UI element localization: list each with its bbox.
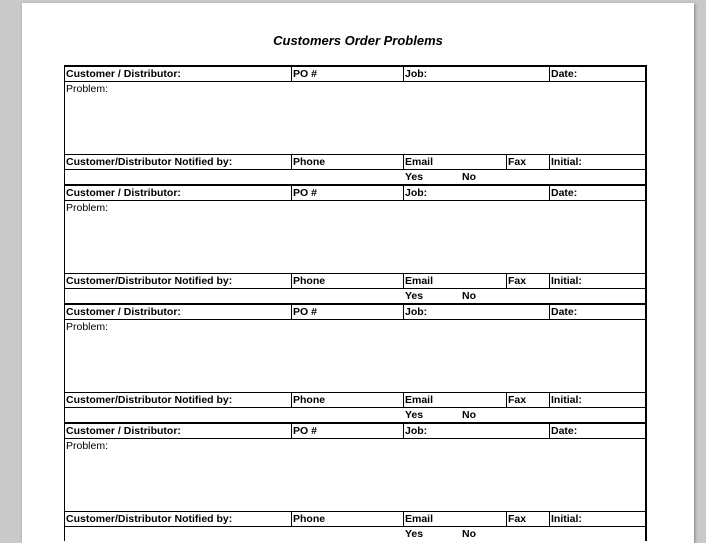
yes-option[interactable]: Yes [405, 409, 424, 421]
po-number-label: PO # [293, 68, 317, 80]
column-divider [403, 67, 404, 81]
column-divider [403, 512, 404, 526]
problem-label: Problem: [66, 440, 109, 452]
problem-field[interactable] [65, 320, 645, 393]
customer-distributor-label: Customer / Distributor: [66, 68, 181, 80]
phone-label: Phone [293, 513, 326, 525]
fax-label: Fax [508, 275, 527, 287]
date-label: Date: [551, 187, 578, 199]
column-divider [506, 274, 507, 288]
column-divider [549, 155, 550, 169]
column-divider [549, 305, 550, 319]
entry-header-row [65, 186, 645, 201]
column-divider [403, 274, 404, 288]
date-label: Date: [551, 68, 578, 80]
yes-no-row [65, 408, 645, 422]
email-label: Email [405, 513, 434, 525]
job-label: Job: [405, 68, 428, 80]
problem-field[interactable] [65, 439, 645, 512]
column-divider [549, 186, 550, 200]
job-label: Job: [405, 306, 428, 318]
column-divider [506, 155, 507, 169]
column-divider [291, 424, 292, 438]
yes-option[interactable]: Yes [405, 171, 424, 183]
notified-by-label: Customer/Distributor Notified by: [66, 275, 233, 287]
column-divider [506, 393, 507, 407]
notified-by-label: Customer/Distributor Notified by: [66, 156, 233, 168]
po-number-label: PO # [293, 187, 317, 199]
yes-no-row [65, 527, 645, 541]
column-divider [549, 393, 550, 407]
problem-label: Problem: [66, 321, 109, 333]
email-label: Email [405, 275, 434, 287]
initial-label: Initial: [551, 394, 582, 406]
email-label: Email [405, 394, 434, 406]
entry-header-row [65, 67, 645, 82]
problem-entry-block [65, 184, 645, 303]
no-option[interactable]: No [462, 528, 476, 540]
column-divider [291, 512, 292, 526]
column-divider [291, 393, 292, 407]
column-divider [403, 424, 404, 438]
email-label: Email [405, 156, 434, 168]
column-divider [403, 186, 404, 200]
document-page [22, 3, 694, 543]
no-option[interactable]: No [462, 290, 476, 302]
initial-label: Initial: [551, 513, 582, 525]
column-divider [291, 305, 292, 319]
problem-field[interactable] [65, 201, 645, 274]
problem-entry-block [65, 303, 645, 422]
entry-header-row [65, 424, 645, 439]
customer-distributor-label: Customer / Distributor: [66, 187, 181, 199]
yes-no-row [65, 289, 645, 303]
column-divider [549, 512, 550, 526]
phone-label: Phone [293, 275, 326, 287]
problem-field[interactable] [65, 82, 645, 155]
document-title: Customers Order Problems [273, 33, 443, 48]
initial-label: Initial: [551, 156, 582, 168]
notified-row [65, 274, 645, 289]
fax-label: Fax [508, 156, 527, 168]
column-divider [291, 67, 292, 81]
problem-label: Problem: [66, 83, 109, 95]
job-label: Job: [405, 425, 428, 437]
problem-entry-block [65, 65, 645, 184]
order-problems-table [64, 65, 647, 541]
notified-by-label: Customer/Distributor Notified by: [66, 394, 233, 406]
notified-by-label: Customer/Distributor Notified by: [66, 513, 233, 525]
notified-row [65, 393, 645, 408]
po-number-label: PO # [293, 425, 317, 437]
problem-entry-block [65, 422, 645, 541]
column-divider [403, 155, 404, 169]
notified-row [65, 512, 645, 527]
column-divider [291, 155, 292, 169]
customer-distributor-label: Customer / Distributor: [66, 425, 181, 437]
no-option[interactable]: No [462, 171, 476, 183]
yes-option[interactable]: Yes [405, 290, 424, 302]
problem-label: Problem: [66, 202, 109, 214]
date-label: Date: [551, 306, 578, 318]
initial-label: Initial: [551, 275, 582, 287]
column-divider [291, 186, 292, 200]
phone-label: Phone [293, 156, 326, 168]
yes-option[interactable]: Yes [405, 528, 424, 540]
column-divider [403, 305, 404, 319]
notified-row [65, 155, 645, 170]
column-divider [549, 424, 550, 438]
fax-label: Fax [508, 513, 527, 525]
date-label: Date: [551, 425, 578, 437]
column-divider [549, 274, 550, 288]
column-divider [506, 512, 507, 526]
column-divider [549, 67, 550, 81]
customer-distributor-label: Customer / Distributor: [66, 306, 181, 318]
entry-header-row [65, 305, 645, 320]
po-number-label: PO # [293, 306, 317, 318]
phone-label: Phone [293, 394, 326, 406]
yes-no-row [65, 170, 645, 184]
job-label: Job: [405, 187, 428, 199]
column-divider [291, 274, 292, 288]
no-option[interactable]: No [462, 409, 476, 421]
column-divider [403, 393, 404, 407]
fax-label: Fax [508, 394, 527, 406]
